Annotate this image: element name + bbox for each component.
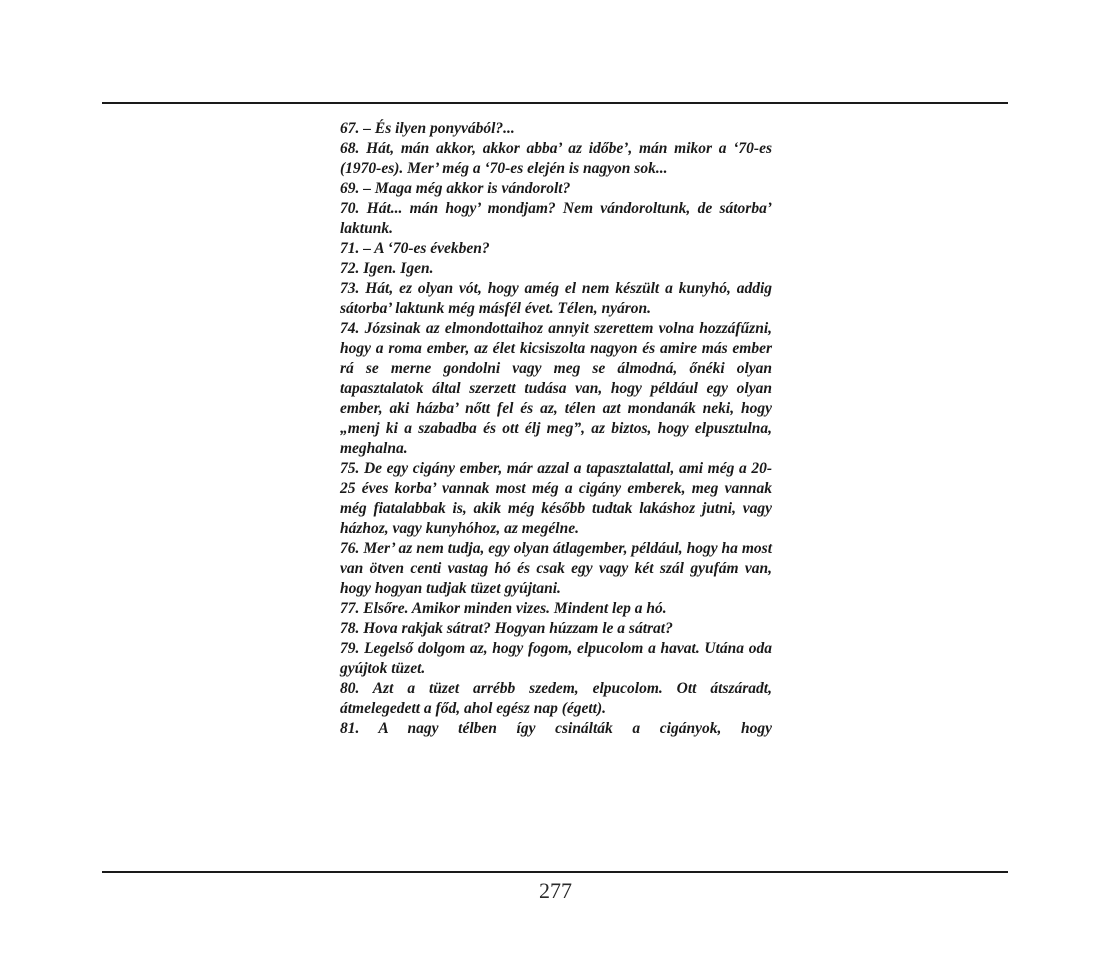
paragraph-80: 80. Azt a tüzet arrébb szedem, elpucolom. Ott átszáradt, átmelegedett a főd, ahol egész nap (égett). [340,680,772,717]
paragraph-75: 75. De egy cigány ember, már azzal a tapasztalattal, ami még a 20-25 éves korba’ vannak most még a cigány emberek, meg vannak még fiatalabbak is, akik még később tudtak lakáshoz jutni, vagy házhoz, vagy kunyhóhoz, az megélne. [340,460,772,537]
paragraph-70: 70. Hát... mán hogy’ mondjam? Nem vándoroltunk, de sátorba’ laktunk. [340,200,772,237]
paragraph-73: 73. Hát, ez olyan vót, hogy amég el nem készült a kunyhó, addig sátorba’ laktunk még másfél évet. Télen, nyáron. [340,280,772,317]
paragraph-71: 71. – A ‘70-es években? [340,240,490,257]
paragraph-78: 78. Hova rakjak sátrat? Hogyan húzzam le a sátrat? [340,620,673,637]
paragraph-79: 79. Legelső dolgom az, hogy fogom, elpucolom a havat. Utána oda gyújtok tüzet. [340,640,772,677]
header-rule [102,102,1008,104]
footer-rule [102,871,1008,873]
paragraph-69: 69. – Maga még akkor is vándorolt? [340,180,571,197]
paragraph-76: 76. Mer’ az nem tudja, egy olyan átlagember, például, hogy ha most van ötven centi vastag hó és csak egy vagy két szál gyufám van, hogy hogyan tudjak tüzet gyújtani. [340,540,772,597]
paragraph-77: 77. Elsőre. Amikor minden vizes. Mindent lep a hó. [340,600,667,617]
paragraph-68: 68. Hát, mán akkor, akkor abba’ az időbe’, mán mikor a ‘70-es (1970-es). Mer’ még a ‘70-es elején is nagyon sok... [340,140,772,177]
paragraph-67: 67. – És ilyen ponyvából?... [340,120,515,137]
paragraph-81: 81. A nagy télben így csinálták a cigányok, hogy [340,720,772,737]
paragraph-74: 74. Józsinak az elmondottaihoz annyit szerettem volna hozzáfűzni, hogy a roma ember, az élet kicsiszolta nagyon és amire más ember rá se merne gondolni vagy meg se álmodná, őnéki olyan tapasztalatok által szerzett tudása van, hogy például egy olyan ember, aki házba’ nőtt fel és az, télen azt mondanák neki, hogy „menj ki a szabadba és ott élj meg”, az biztos, hogy elpusztulna, meghalna. [340,320,772,457]
main-text [340,119,772,739]
page-number: 277 [539,878,572,903]
paragraph-72: 72. Igen. Igen. [340,260,434,277]
